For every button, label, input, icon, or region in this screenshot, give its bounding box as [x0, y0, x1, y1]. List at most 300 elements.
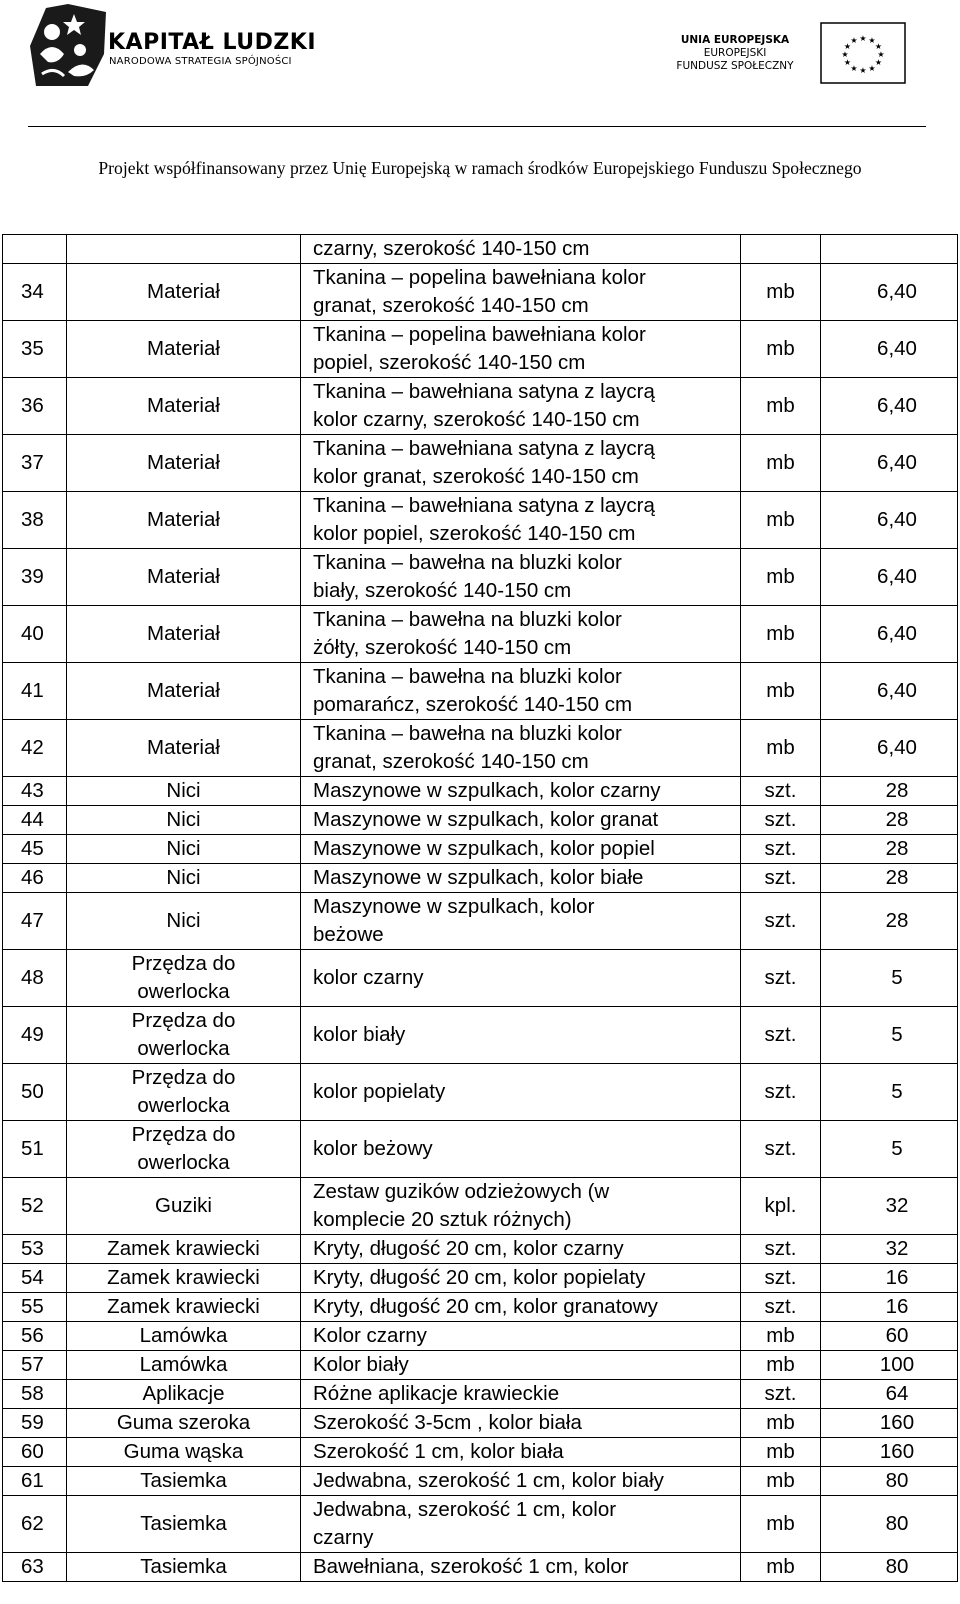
table-row: [3, 492, 958, 549]
item-unit: [741, 435, 821, 492]
item-quantity-text: 28: [885, 909, 909, 932]
item-number-text: 60: [21, 1440, 44, 1463]
item-name-text: Materiał: [147, 736, 220, 759]
item-number-text: 46: [21, 866, 44, 889]
item-description-text: czarny: [313, 1526, 374, 1549]
item-quantity: [821, 1007, 958, 1064]
item-unit: [741, 1264, 821, 1293]
item-description-text: kolor granat, szerokość 140-150 cm: [313, 465, 639, 488]
item-number-text: 53: [21, 1237, 44, 1260]
table-row: [3, 1553, 958, 1582]
item-unit-text: szt.: [764, 1237, 797, 1260]
item-unit-text: szt.: [764, 1023, 797, 1046]
item-unit: [741, 1322, 821, 1351]
item-number-text: 56: [21, 1324, 44, 1347]
item-description-text: Tkanina – bawełna na bluzki kolor: [313, 665, 622, 688]
item-name: [67, 1409, 301, 1438]
item-quantity: [821, 720, 958, 777]
item-number: [3, 864, 67, 893]
table-row: [3, 1064, 958, 1121]
item-name-text: owerlocka: [137, 1037, 230, 1060]
item-quantity: [821, 492, 958, 549]
item-number-text: 43: [21, 779, 44, 802]
item-quantity: [821, 1409, 958, 1438]
item-quantity-text: 32: [885, 1194, 909, 1217]
project-funding-line: Projekt współfinansowany przez Unię Europejską w ramach środków Europejskiego Funduszu Społecznego: [98, 158, 862, 178]
item-description: [301, 1322, 741, 1351]
item-description: [301, 1409, 741, 1438]
item-unit: [741, 663, 821, 720]
item-quantity: [821, 806, 958, 835]
item-name-text: Materiał: [147, 679, 220, 702]
item-number: [3, 1235, 67, 1264]
svg-text:★: ★: [850, 64, 858, 73]
item-quantity: [821, 1438, 958, 1467]
item-name-text: Materiał: [147, 451, 220, 474]
table-row: [3, 777, 958, 806]
item-name-text: Nici: [166, 779, 201, 802]
item-quantity: [821, 264, 958, 321]
table-row: [3, 1409, 958, 1438]
item-quantity-text: 6,40: [877, 565, 917, 588]
item-description-text: Kryty, długość 20 cm, kolor czarny: [313, 1237, 624, 1260]
item-name: [67, 606, 301, 663]
item-quantity: [821, 1264, 958, 1293]
item-unit-text: mb: [766, 679, 795, 702]
item-name-text: owerlocka: [137, 1151, 230, 1174]
item-name: [67, 1553, 301, 1582]
item-number: [3, 720, 67, 777]
item-quantity: [821, 893, 958, 950]
materials-table-body: [3, 235, 958, 1582]
item-description-text: Tkanina – bawełniana satyna z laycrą: [313, 494, 655, 517]
item-quantity: [821, 321, 958, 378]
table-row: [3, 264, 958, 321]
item-description-text: Różne aplikacje krawieckie: [313, 1382, 560, 1405]
item-number: [3, 549, 67, 606]
item-description-text: Maszynowe w szpulkach, kolor: [313, 895, 595, 918]
item-description-text: granat, szerokość 140-150 cm: [313, 750, 589, 773]
item-quantity-text: 100: [879, 1353, 915, 1376]
item-description-text: Tkanina – bawełniana satyna z laycrą: [313, 437, 655, 460]
item-number: [3, 235, 67, 264]
item-quantity: [821, 864, 958, 893]
item-description-text: kolor biały: [313, 1023, 406, 1046]
item-name-text: Aplikacje: [142, 1382, 225, 1405]
item-description: [301, 378, 741, 435]
item-quantity: [821, 1380, 958, 1409]
item-description: [301, 1467, 741, 1496]
item-quantity: [821, 1467, 958, 1496]
item-unit: [741, 1380, 821, 1409]
item-unit-text: szt.: [764, 1137, 797, 1160]
item-unit-text: szt.: [764, 1295, 797, 1318]
item-name: [67, 1322, 301, 1351]
item-description: [301, 1264, 741, 1293]
item-name-text: Materiał: [147, 337, 220, 360]
item-description: [301, 492, 741, 549]
item-unit-text: mb: [766, 337, 795, 360]
item-quantity: [821, 1293, 958, 1322]
table-row: [3, 864, 958, 893]
item-description-text: komplecie 20 sztuk różnych): [313, 1208, 572, 1231]
item-unit: [741, 864, 821, 893]
item-name: [67, 720, 301, 777]
svg-text:★: ★: [874, 42, 883, 51]
item-number-text: 61: [21, 1469, 44, 1492]
table-row: [3, 1293, 958, 1322]
item-number: [3, 835, 67, 864]
item-description: [301, 1438, 741, 1467]
item-number-text: 50: [21, 1080, 44, 1103]
item-name-text: Lamówka: [139, 1353, 228, 1376]
table-row: [3, 321, 958, 378]
item-number: [3, 663, 67, 720]
header-divider: [28, 126, 926, 127]
item-unit: [741, 235, 821, 264]
svg-text:★: ★: [841, 50, 849, 59]
item-name: [67, 235, 301, 264]
item-number-text: 40: [21, 622, 44, 645]
item-name: [67, 378, 301, 435]
table-row: [3, 1235, 958, 1264]
item-name: [67, 950, 301, 1007]
item-quantity-text: 32: [885, 1237, 909, 1260]
item-number: [3, 950, 67, 1007]
svg-text:★: ★: [843, 58, 852, 67]
item-unit-text: mb: [766, 394, 795, 417]
table-row-continuation: [3, 235, 958, 264]
item-name-text: Przędza do: [131, 1123, 236, 1146]
item-name-text: owerlocka: [137, 980, 230, 1003]
item-quantity-text: 5: [891, 1080, 903, 1103]
item-number: [3, 1467, 67, 1496]
item-number-text: 44: [21, 808, 44, 831]
item-unit: [741, 950, 821, 1007]
item-description: [301, 950, 741, 1007]
item-description-text: kolor czarny: [313, 966, 424, 989]
table-row: [3, 893, 958, 950]
item-unit: [741, 264, 821, 321]
item-name: [67, 321, 301, 378]
item-quantity: [821, 1553, 958, 1582]
item-number: [3, 1351, 67, 1380]
eu-logo-line-1: UNIA EUROPEJSKA: [680, 34, 790, 46]
item-name-text: Przędza do: [131, 952, 236, 975]
item-name-text: owerlocka: [137, 1094, 230, 1117]
item-quantity-text: 6,40: [877, 280, 917, 303]
item-quantity-text: 80: [885, 1469, 909, 1492]
item-number-text: 51: [21, 1137, 44, 1160]
table-row: [3, 1351, 958, 1380]
table-row: [3, 720, 958, 777]
item-name: [67, 492, 301, 549]
item-number-text: 39: [21, 565, 44, 588]
table-row: [3, 1121, 958, 1178]
table-row: [3, 1322, 958, 1351]
item-unit-text: mb: [766, 1469, 795, 1492]
item-number: [3, 1553, 67, 1582]
item-name: [67, 435, 301, 492]
item-description-text: Maszynowe w szpulkach, kolor granat: [313, 808, 659, 831]
item-description-text: kolor popiel, szerokość 140-150 cm: [313, 522, 636, 545]
item-number-text: 37: [21, 451, 44, 474]
svg-text:★: ★: [868, 36, 876, 45]
item-description-text: kolor beżowy: [313, 1137, 433, 1160]
item-quantity: [821, 950, 958, 1007]
item-description: [301, 1496, 741, 1553]
item-unit: [741, 835, 821, 864]
item-unit: [741, 1178, 821, 1235]
item-number-text: 48: [21, 966, 44, 989]
item-unit: [741, 777, 821, 806]
item-description-text: biały, szerokość 140-150 cm: [313, 579, 572, 602]
table-row: [3, 806, 958, 835]
item-number-text: 45: [21, 837, 44, 860]
eu-flag-icon: [820, 22, 906, 84]
item-name-text: Lamówka: [139, 1324, 228, 1347]
item-unit: [741, 1235, 821, 1264]
item-quantity-text: 5: [891, 1137, 903, 1160]
item-name-text: Materiał: [147, 394, 220, 417]
item-name-text: Przędza do: [131, 1009, 236, 1032]
materials-table: [2, 234, 958, 1582]
item-quantity: [821, 606, 958, 663]
item-unit: [741, 1467, 821, 1496]
item-description-text: Tkanina – bawełniana satyna z laycrą: [313, 380, 655, 403]
table-row: [3, 663, 958, 720]
item-unit-text: mb: [766, 1353, 795, 1376]
item-unit-text: szt.: [764, 909, 797, 932]
item-unit-text: mb: [766, 280, 795, 303]
item-description: [301, 864, 741, 893]
item-number-text: 63: [21, 1555, 44, 1578]
item-description-text: Kryty, długość 20 cm, kolor popielaty: [313, 1266, 646, 1289]
item-quantity-text: 160: [879, 1440, 915, 1463]
item-description-text: beżowe: [313, 923, 384, 946]
item-unit-text: mb: [766, 1411, 795, 1434]
item-quantity-text: 80: [885, 1512, 909, 1535]
item-unit: [741, 549, 821, 606]
svg-text:★: ★: [850, 36, 858, 45]
item-unit: [741, 1007, 821, 1064]
page-header: [0, 0, 960, 225]
logo-subtitle: NARODOWA STRATEGIA SPÓJNOŚCI: [109, 56, 292, 67]
item-number-text: 38: [21, 508, 44, 531]
item-description-text: Szerokość 1 cm, kolor biała: [313, 1440, 564, 1463]
item-unit-text: mb: [766, 451, 795, 474]
item-name: [67, 1496, 301, 1553]
item-quantity: [821, 1322, 958, 1351]
item-quantity-text: 6,40: [877, 508, 917, 531]
svg-text:★: ★: [868, 64, 876, 73]
item-description-text: Tkanina – popelina bawełniana kolor: [313, 266, 646, 289]
item-number: [3, 1007, 67, 1064]
item-quantity: [821, 1235, 958, 1264]
item-description: [301, 1121, 741, 1178]
item-name: [67, 864, 301, 893]
item-name: [67, 1293, 301, 1322]
item-quantity: [821, 549, 958, 606]
item-unit-text: mb: [766, 1324, 795, 1347]
item-description: [301, 720, 741, 777]
item-name-text: Tasiemka: [140, 1469, 227, 1492]
kapital-ludzki-logo-icon: [28, 2, 108, 88]
item-description-text: Jedwabna, szerokość 1 cm, kolor biały: [313, 1469, 664, 1492]
item-number: [3, 264, 67, 321]
table-row: [3, 835, 958, 864]
eu-logo-text: [660, 34, 810, 73]
table-row: [3, 1264, 958, 1293]
item-name: [67, 1178, 301, 1235]
item-number-text: 54: [21, 1266, 44, 1289]
item-description-text: żółty, szerokość 140-150 cm: [313, 636, 572, 659]
table-row: [3, 606, 958, 663]
item-description: [301, 777, 741, 806]
item-description-text: Maszynowe w szpulkach, kolor czarny: [313, 779, 661, 802]
item-unit: [741, 378, 821, 435]
item-name: [67, 549, 301, 606]
item-unit-text: szt.: [764, 866, 797, 889]
item-description: [301, 235, 741, 264]
item-description: [301, 606, 741, 663]
eu-logo-line-2: EUROPEJSKI: [703, 47, 767, 59]
item-quantity-text: 6,40: [877, 451, 917, 474]
item-description-text: Tkanina – bawełna na bluzki kolor: [313, 551, 622, 574]
item-description-text: Maszynowe w szpulkach, kolor popiel: [313, 837, 655, 860]
table-row: [3, 1496, 958, 1553]
item-description: [301, 264, 741, 321]
item-name-text: Guma wąska: [123, 1440, 244, 1463]
item-unit: [741, 1438, 821, 1467]
item-unit: [741, 806, 821, 835]
item-unit-text: szt.: [764, 966, 797, 989]
item-description-text: Szerokość 3-5cm , kolor biała: [313, 1411, 582, 1434]
item-number: [3, 1380, 67, 1409]
item-description: [301, 1351, 741, 1380]
item-name-text: Zamek krawiecki: [107, 1237, 260, 1260]
svg-text:★: ★: [859, 34, 867, 43]
item-description: [301, 1178, 741, 1235]
eu-logo-line-3: FUNDUSZ SPOŁECZNY: [676, 60, 794, 72]
item-number: [3, 893, 67, 950]
item-name-text: Materiał: [147, 622, 220, 645]
item-description: [301, 1553, 741, 1582]
item-unit-text: szt.: [764, 837, 797, 860]
item-number-text: 36: [21, 394, 44, 417]
logo-title: KAPITAŁ LUDZKI: [108, 30, 317, 55]
item-quantity-text: 5: [891, 966, 903, 989]
item-quantity-text: 6,40: [877, 679, 917, 702]
item-name: [67, 1438, 301, 1467]
item-description: [301, 321, 741, 378]
item-name: [67, 1064, 301, 1121]
item-number-text: 59: [21, 1411, 44, 1434]
item-name: [67, 806, 301, 835]
item-name: [67, 1264, 301, 1293]
item-name: [67, 1467, 301, 1496]
item-unit: [741, 893, 821, 950]
item-name-text: Materiał: [147, 508, 220, 531]
item-quantity-text: 64: [885, 1382, 909, 1405]
item-description-text: pomarańcz, szerokość 140-150 cm: [313, 693, 633, 716]
item-name-text: Zamek krawiecki: [107, 1295, 260, 1318]
svg-text:★: ★: [843, 42, 852, 51]
item-unit: [741, 1351, 821, 1380]
item-unit: [741, 606, 821, 663]
item-quantity: [821, 1121, 958, 1178]
item-quantity-text: 28: [885, 866, 909, 889]
item-name: [67, 1007, 301, 1064]
item-name-text: Tasiemka: [140, 1555, 227, 1578]
item-unit: [741, 1064, 821, 1121]
item-name: [67, 663, 301, 720]
item-quantity-text: 16: [885, 1266, 909, 1289]
item-unit: [741, 1121, 821, 1178]
item-quantity-text: 28: [885, 808, 909, 831]
item-unit-text: mb: [766, 508, 795, 531]
item-number: [3, 1438, 67, 1467]
item-quantity: [821, 235, 958, 264]
item-description: [301, 835, 741, 864]
item-name-text: Materiał: [147, 280, 220, 303]
item-description-text: Tkanina – popelina bawełniana kolor: [313, 323, 646, 346]
item-number: [3, 1409, 67, 1438]
item-description-text: kolor popielaty: [313, 1080, 446, 1103]
item-description-text: kolor czarny, szerokość 140-150 cm: [313, 408, 640, 431]
item-quantity-text: 5: [891, 1023, 903, 1046]
item-unit-text: mb: [766, 622, 795, 645]
item-number-text: 49: [21, 1023, 44, 1046]
svg-text:★: ★: [874, 58, 883, 67]
item-quantity: [821, 1496, 958, 1553]
item-description-text: Tkanina – bawełna na bluzki kolor: [313, 608, 622, 631]
item-quantity: [821, 378, 958, 435]
item-name: [67, 1121, 301, 1178]
item-unit-text: mb: [766, 1512, 795, 1535]
item-number-text: 55: [21, 1295, 44, 1318]
item-number-text: 62: [21, 1512, 44, 1535]
item-name: [67, 893, 301, 950]
svg-text:★: ★: [859, 66, 867, 75]
item-description: [301, 893, 741, 950]
item-number-text: 42: [21, 736, 44, 759]
item-description: [301, 1380, 741, 1409]
item-quantity-text: 160: [879, 1411, 915, 1434]
item-unit: [741, 1553, 821, 1582]
item-name: [67, 777, 301, 806]
item-quantity-text: 28: [885, 779, 909, 802]
svg-text:★: ★: [877, 50, 885, 59]
item-quantity-text: 60: [885, 1324, 909, 1347]
item-number: [3, 806, 67, 835]
item-name: [67, 1351, 301, 1380]
item-name-text: Materiał: [147, 565, 220, 588]
item-unit-text: szt.: [764, 779, 797, 802]
item-description: [301, 435, 741, 492]
table-row: [3, 1178, 958, 1235]
item-number: [3, 378, 67, 435]
item-name-text: Nici: [166, 909, 201, 932]
item-quantity: [821, 435, 958, 492]
item-quantity: [821, 1178, 958, 1235]
item-unit: [741, 492, 821, 549]
item-number: [3, 1121, 67, 1178]
item-unit-text: szt.: [764, 1382, 797, 1405]
item-unit-text: mb: [766, 565, 795, 588]
item-number: [3, 1178, 67, 1235]
item-unit-text: kpl.: [764, 1194, 797, 1217]
